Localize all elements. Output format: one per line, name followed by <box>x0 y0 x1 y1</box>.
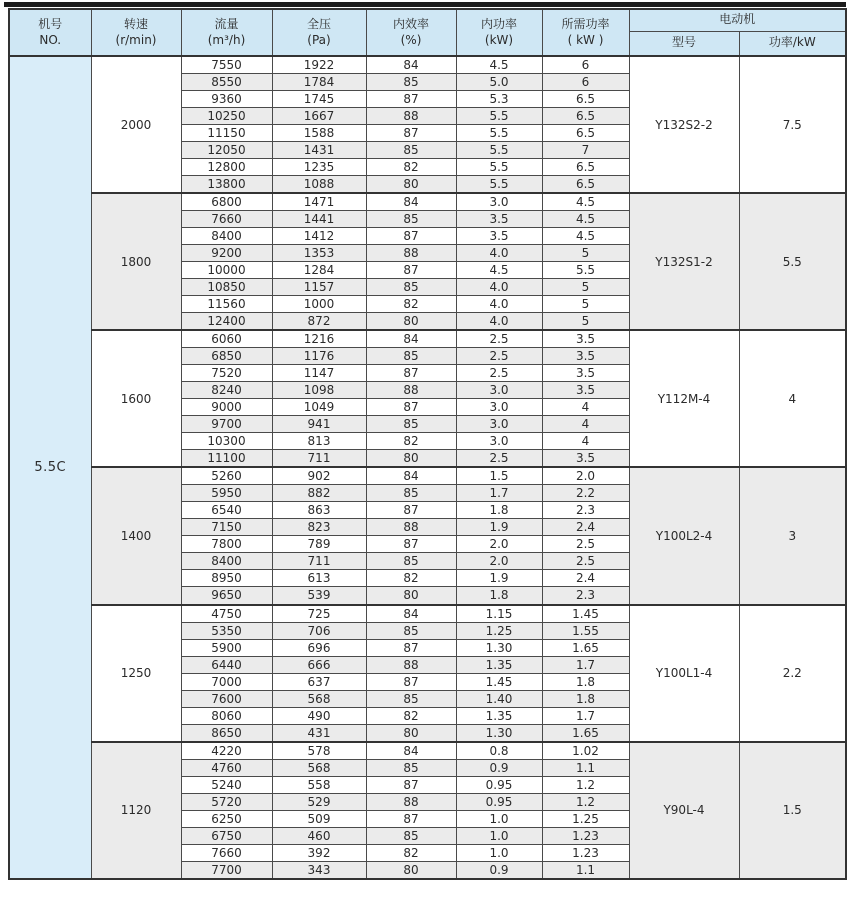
required-power-cell: 2.4 <box>542 519 629 536</box>
header-pressure-line1: 全压 <box>306 16 331 31</box>
internal-power-cell: 2.5 <box>456 365 542 382</box>
motor-power-cell: 7.5 <box>739 56 846 193</box>
internal-power-cell: 2.5 <box>456 330 542 348</box>
flow-cell: 11560 <box>181 296 272 313</box>
internal-power-cell: 1.25 <box>456 622 542 639</box>
internal-power-cell: 0.9 <box>456 759 542 776</box>
internal-power-cell: 3.0 <box>456 193 542 211</box>
pressure-cell: 1216 <box>272 330 366 348</box>
internal-power-cell: 1.0 <box>456 844 542 861</box>
efficiency-cell: 80 <box>366 450 456 468</box>
flow-cell: 12800 <box>181 159 272 176</box>
header-speed <box>91 9 181 56</box>
required-power-cell: 1.65 <box>542 724 629 742</box>
required-power-cell: 5 <box>542 296 629 313</box>
efficiency-cell: 87 <box>366 125 456 142</box>
efficiency-cell: 85 <box>366 759 456 776</box>
required-power-cell: 1.2 <box>542 793 629 810</box>
efficiency-cell: 88 <box>366 793 456 810</box>
pressure-cell: 460 <box>272 827 366 844</box>
header-speed-line2: (r/min) <box>115 32 157 47</box>
efficiency-cell: 87 <box>366 91 456 108</box>
flow-cell: 8400 <box>181 228 272 245</box>
pressure-cell: 789 <box>272 536 366 553</box>
required-power-cell: 1.23 <box>542 827 629 844</box>
speed-cell: 1400 <box>91 467 181 604</box>
speed-cell: 1250 <box>91 605 181 742</box>
pressure-cell: 568 <box>272 759 366 776</box>
internal-power-cell: 5.5 <box>456 159 542 176</box>
speed-cell: 1800 <box>91 193 181 330</box>
pressure-cell: 490 <box>272 707 366 724</box>
pressure-cell: 872 <box>272 313 366 331</box>
pressure-cell: 1147 <box>272 365 366 382</box>
flow-cell: 5950 <box>181 485 272 502</box>
efficiency-cell: 88 <box>366 656 456 673</box>
required-power-cell: 6.5 <box>542 125 629 142</box>
table-header <box>9 9 846 56</box>
pressure-cell: 613 <box>272 570 366 587</box>
efficiency-cell: 88 <box>366 108 456 125</box>
flow-cell: 7800 <box>181 536 272 553</box>
required-power-cell: 1.45 <box>542 605 629 623</box>
required-power-cell: 3.5 <box>542 450 629 468</box>
flow-cell: 5900 <box>181 639 272 656</box>
efficiency-cell: 87 <box>366 673 456 690</box>
internal-power-cell: 5.0 <box>456 74 542 91</box>
flow-cell: 9650 <box>181 587 272 605</box>
efficiency-cell: 87 <box>366 399 456 416</box>
internal-power-cell: 1.9 <box>456 570 542 587</box>
efficiency-cell: 87 <box>366 776 456 793</box>
fan-spec-table <box>8 8 847 880</box>
required-power-cell: 1.2 <box>542 776 629 793</box>
efficiency-cell: 84 <box>366 56 456 74</box>
required-power-cell: 3.5 <box>542 382 629 399</box>
machine-no-cell: 5.5C <box>9 56 91 879</box>
required-power-cell: 1.1 <box>542 861 629 879</box>
pressure-cell: 539 <box>272 587 366 605</box>
efficiency-cell: 85 <box>366 74 456 91</box>
required-power-cell: 7 <box>542 142 629 159</box>
internal-power-cell: 3.0 <box>456 399 542 416</box>
required-power-cell: 3.5 <box>542 365 629 382</box>
internal-power-cell: 4.0 <box>456 279 542 296</box>
efficiency-cell: 87 <box>366 536 456 553</box>
efficiency-cell: 82 <box>366 296 456 313</box>
required-power-cell: 4.5 <box>542 211 629 228</box>
required-power-cell: 3.5 <box>542 348 629 365</box>
motor-model-cell: Y100L1-4 <box>629 605 739 742</box>
table-row <box>9 56 846 74</box>
pressure-cell: 1000 <box>272 296 366 313</box>
pressure-cell: 666 <box>272 656 366 673</box>
efficiency-cell: 85 <box>366 416 456 433</box>
internal-power-cell: 0.9 <box>456 861 542 879</box>
header-efficiency-line1: 内效率 <box>392 16 429 31</box>
pressure-cell: 568 <box>272 690 366 707</box>
required-power-cell: 2.4 <box>542 570 629 587</box>
header-required-power-line2: ( kW ) <box>567 32 604 47</box>
pressure-cell: 529 <box>272 793 366 810</box>
efficiency-cell: 85 <box>366 553 456 570</box>
header-efficiency-line2: (%) <box>400 32 422 47</box>
pressure-cell: 882 <box>272 485 366 502</box>
efficiency-cell: 85 <box>366 485 456 502</box>
flow-cell: 6440 <box>181 656 272 673</box>
internal-power-cell: 1.0 <box>456 827 542 844</box>
header-internal-power <box>456 9 542 56</box>
flow-cell: 7660 <box>181 211 272 228</box>
required-power-cell: 4 <box>542 433 629 450</box>
required-power-cell: 2.5 <box>542 536 629 553</box>
required-power-cell: 5.5 <box>542 262 629 279</box>
internal-power-cell: 0.95 <box>456 793 542 810</box>
internal-power-cell: 4.5 <box>456 56 542 74</box>
pressure-cell: 941 <box>272 416 366 433</box>
table-row <box>9 193 846 211</box>
internal-power-cell: 5.5 <box>456 176 542 194</box>
pressure-cell: 343 <box>272 861 366 879</box>
internal-power-cell: 1.8 <box>456 587 542 605</box>
required-power-cell: 3.5 <box>542 330 629 348</box>
internal-power-cell: 1.9 <box>456 519 542 536</box>
required-power-cell: 6.5 <box>542 176 629 194</box>
internal-power-cell: 1.0 <box>456 810 542 827</box>
flow-cell: 7520 <box>181 365 272 382</box>
flow-cell: 6060 <box>181 330 272 348</box>
required-power-cell: 1.23 <box>542 844 629 861</box>
internal-power-cell: 1.8 <box>456 502 542 519</box>
table-body <box>9 56 846 879</box>
pressure-cell: 1784 <box>272 74 366 91</box>
flow-cell: 5720 <box>181 793 272 810</box>
speed-cell: 1600 <box>91 330 181 467</box>
pressure-cell: 711 <box>272 450 366 468</box>
efficiency-cell: 82 <box>366 570 456 587</box>
flow-cell: 7600 <box>181 690 272 707</box>
flow-cell: 10300 <box>181 433 272 450</box>
internal-power-cell: 4.0 <box>456 313 542 331</box>
header-machine-no-line2: NO. <box>39 32 62 47</box>
pressure-cell: 1588 <box>272 125 366 142</box>
flow-cell: 13800 <box>181 176 272 194</box>
efficiency-cell: 87 <box>366 502 456 519</box>
internal-power-cell: 5.5 <box>456 142 542 159</box>
internal-power-cell: 3.5 <box>456 228 542 245</box>
pressure-cell: 637 <box>272 673 366 690</box>
internal-power-cell: 5.3 <box>456 91 542 108</box>
efficiency-cell: 88 <box>366 519 456 536</box>
pressure-cell: 725 <box>272 605 366 623</box>
pressure-cell: 1412 <box>272 228 366 245</box>
motor-power-cell: 2.2 <box>739 605 846 742</box>
pressure-cell: 902 <box>272 467 366 485</box>
speed-cell: 1120 <box>91 742 181 879</box>
internal-power-cell: 0.95 <box>456 776 542 793</box>
header-required-power-line1: 所需功率 <box>561 16 610 31</box>
flow-cell: 12400 <box>181 313 272 331</box>
flow-cell: 4760 <box>181 759 272 776</box>
motor-power-cell: 5.5 <box>739 193 846 330</box>
flow-cell: 10000 <box>181 262 272 279</box>
header-internal-power-line2: (kW) <box>484 32 514 47</box>
pressure-cell: 1745 <box>272 91 366 108</box>
motor-power-cell: 1.5 <box>739 742 846 879</box>
internal-power-cell: 1.30 <box>456 724 542 742</box>
efficiency-cell: 80 <box>366 724 456 742</box>
header-required-power <box>542 9 629 56</box>
motor-power-cell: 4 <box>739 330 846 467</box>
required-power-cell: 6.5 <box>542 108 629 125</box>
efficiency-cell: 87 <box>366 262 456 279</box>
required-power-cell: 2.3 <box>542 587 629 605</box>
efficiency-cell: 82 <box>366 159 456 176</box>
flow-cell: 9700 <box>181 416 272 433</box>
required-power-cell: 5 <box>542 245 629 262</box>
flow-cell: 5240 <box>181 776 272 793</box>
required-power-cell: 1.8 <box>542 690 629 707</box>
pressure-cell: 696 <box>272 639 366 656</box>
internal-power-cell: 1.7 <box>456 485 542 502</box>
motor-model-cell: Y90L-4 <box>629 742 739 879</box>
header-pressure <box>272 9 366 56</box>
internal-power-cell: 1.40 <box>456 690 542 707</box>
flow-cell: 8650 <box>181 724 272 742</box>
header-pressure-line2: (Pa) <box>307 32 331 47</box>
efficiency-cell: 80 <box>366 313 456 331</box>
flow-cell: 7700 <box>181 861 272 879</box>
flow-cell: 4750 <box>181 605 272 623</box>
flow-cell: 4220 <box>181 742 272 760</box>
flow-cell: 5350 <box>181 622 272 639</box>
pressure-cell: 706 <box>272 622 366 639</box>
pressure-cell: 1049 <box>272 399 366 416</box>
required-power-cell: 6 <box>542 74 629 91</box>
flow-cell: 6540 <box>181 502 272 519</box>
flow-cell: 5260 <box>181 467 272 485</box>
required-power-cell: 2.0 <box>542 467 629 485</box>
efficiency-cell: 82 <box>366 844 456 861</box>
header-motor-power: 功率/kW <box>739 31 846 56</box>
efficiency-cell: 82 <box>366 433 456 450</box>
table-row <box>9 467 846 485</box>
efficiency-cell: 88 <box>366 245 456 262</box>
internal-power-cell: 3.5 <box>456 211 542 228</box>
pressure-cell: 509 <box>272 810 366 827</box>
flow-cell: 7550 <box>181 56 272 74</box>
flow-cell: 6750 <box>181 827 272 844</box>
efficiency-cell: 80 <box>366 176 456 194</box>
internal-power-cell: 1.5 <box>456 467 542 485</box>
flow-cell: 8240 <box>181 382 272 399</box>
internal-power-cell: 3.0 <box>456 382 542 399</box>
internal-power-cell: 2.0 <box>456 536 542 553</box>
required-power-cell: 2.5 <box>542 553 629 570</box>
required-power-cell: 4.5 <box>542 193 629 211</box>
flow-cell: 11100 <box>181 450 272 468</box>
pressure-cell: 1471 <box>272 193 366 211</box>
speed-cell: 2000 <box>91 56 181 193</box>
required-power-cell: 1.7 <box>542 707 629 724</box>
internal-power-cell: 5.5 <box>456 125 542 142</box>
flow-cell: 12050 <box>181 142 272 159</box>
required-power-cell: 1.7 <box>542 656 629 673</box>
pressure-cell: 1922 <box>272 56 366 74</box>
table-row <box>9 330 846 348</box>
pressure-cell: 1088 <box>272 176 366 194</box>
flow-cell: 9200 <box>181 245 272 262</box>
efficiency-cell: 87 <box>366 639 456 656</box>
flow-cell: 7000 <box>181 673 272 690</box>
header-machine-no-line1: 机号 <box>38 16 63 31</box>
header-motor: 电动机 <box>629 9 846 31</box>
efficiency-cell: 87 <box>366 365 456 382</box>
internal-power-cell: 2.5 <box>456 450 542 468</box>
internal-power-cell: 1.30 <box>456 639 542 656</box>
header-efficiency <box>366 9 456 56</box>
internal-power-cell: 4.0 <box>456 296 542 313</box>
pressure-cell: 1667 <box>272 108 366 125</box>
efficiency-cell: 80 <box>366 861 456 879</box>
internal-power-cell: 0.8 <box>456 742 542 760</box>
required-power-cell: 1.02 <box>542 742 629 760</box>
efficiency-cell: 85 <box>366 690 456 707</box>
efficiency-cell: 87 <box>366 810 456 827</box>
efficiency-cell: 84 <box>366 467 456 485</box>
internal-power-cell: 4.0 <box>456 245 542 262</box>
motor-power-cell: 3 <box>739 467 846 604</box>
motor-model-cell: Y132S2-2 <box>629 56 739 193</box>
efficiency-cell: 80 <box>366 587 456 605</box>
flow-cell: 9360 <box>181 91 272 108</box>
pressure-cell: 1431 <box>272 142 366 159</box>
required-power-cell: 6.5 <box>542 91 629 108</box>
header-flow <box>181 9 272 56</box>
internal-power-cell: 1.45 <box>456 673 542 690</box>
top-rule <box>4 2 846 7</box>
header-speed-line1: 转速 <box>123 16 148 31</box>
efficiency-cell: 84 <box>366 742 456 760</box>
required-power-cell: 1.1 <box>542 759 629 776</box>
efficiency-cell: 84 <box>366 330 456 348</box>
pressure-cell: 558 <box>272 776 366 793</box>
pressure-cell: 1235 <box>272 159 366 176</box>
efficiency-cell: 85 <box>366 211 456 228</box>
header-internal-power-line1: 内功率 <box>480 16 517 31</box>
header-flow-line1: 流量 <box>214 16 239 31</box>
efficiency-cell: 84 <box>366 193 456 211</box>
pressure-cell: 711 <box>272 553 366 570</box>
efficiency-cell: 88 <box>366 382 456 399</box>
internal-power-cell: 2.5 <box>456 348 542 365</box>
pressure-cell: 1157 <box>272 279 366 296</box>
flow-cell: 8400 <box>181 553 272 570</box>
pressure-cell: 431 <box>272 724 366 742</box>
flow-cell: 10850 <box>181 279 272 296</box>
pressure-cell: 823 <box>272 519 366 536</box>
required-power-cell: 6.5 <box>542 159 629 176</box>
flow-cell: 7150 <box>181 519 272 536</box>
flow-cell: 8060 <box>181 707 272 724</box>
required-power-cell: 5 <box>542 313 629 331</box>
flow-cell: 10250 <box>181 108 272 125</box>
header-machine-no <box>9 9 91 56</box>
pressure-cell: 1441 <box>272 211 366 228</box>
internal-power-cell: 3.0 <box>456 433 542 450</box>
motor-model-cell: Y132S1-2 <box>629 193 739 330</box>
header-motor-model: 型号 <box>629 31 739 56</box>
flow-cell: 11150 <box>181 125 272 142</box>
pressure-cell: 1284 <box>272 262 366 279</box>
required-power-cell: 4.5 <box>542 228 629 245</box>
efficiency-cell: 85 <box>366 622 456 639</box>
required-power-cell: 4 <box>542 399 629 416</box>
flow-cell: 6850 <box>181 348 272 365</box>
internal-power-cell: 1.15 <box>456 605 542 623</box>
flow-cell: 7660 <box>181 844 272 861</box>
flow-cell: 8550 <box>181 74 272 91</box>
pressure-cell: 392 <box>272 844 366 861</box>
required-power-cell: 1.8 <box>542 673 629 690</box>
required-power-cell: 1.25 <box>542 810 629 827</box>
pressure-cell: 1353 <box>272 245 366 262</box>
table-row <box>9 605 846 623</box>
required-power-cell: 1.55 <box>542 622 629 639</box>
pressure-cell: 813 <box>272 433 366 450</box>
flow-cell: 6250 <box>181 810 272 827</box>
header-flow-line2: (m³/h) <box>207 32 246 47</box>
motor-model-cell: Y100L2-4 <box>629 467 739 604</box>
flow-cell: 9000 <box>181 399 272 416</box>
internal-power-cell: 5.5 <box>456 108 542 125</box>
pressure-cell: 1176 <box>272 348 366 365</box>
table-row <box>9 742 846 760</box>
efficiency-cell: 84 <box>366 605 456 623</box>
efficiency-cell: 85 <box>366 279 456 296</box>
pressure-cell: 578 <box>272 742 366 760</box>
efficiency-cell: 87 <box>366 228 456 245</box>
efficiency-cell: 85 <box>366 348 456 365</box>
required-power-cell: 4 <box>542 416 629 433</box>
internal-power-cell: 1.35 <box>456 707 542 724</box>
required-power-cell: 6 <box>542 56 629 74</box>
internal-power-cell: 4.5 <box>456 262 542 279</box>
flow-cell: 6800 <box>181 193 272 211</box>
required-power-cell: 1.65 <box>542 639 629 656</box>
motor-model-cell: Y112M-4 <box>629 330 739 467</box>
efficiency-cell: 85 <box>366 142 456 159</box>
internal-power-cell: 2.0 <box>456 553 542 570</box>
required-power-cell: 2.3 <box>542 502 629 519</box>
pressure-cell: 1098 <box>272 382 366 399</box>
required-power-cell: 2.2 <box>542 485 629 502</box>
flow-cell: 8950 <box>181 570 272 587</box>
efficiency-cell: 82 <box>366 707 456 724</box>
efficiency-cell: 85 <box>366 827 456 844</box>
pressure-cell: 863 <box>272 502 366 519</box>
required-power-cell: 5 <box>542 279 629 296</box>
internal-power-cell: 1.35 <box>456 656 542 673</box>
internal-power-cell: 3.0 <box>456 416 542 433</box>
